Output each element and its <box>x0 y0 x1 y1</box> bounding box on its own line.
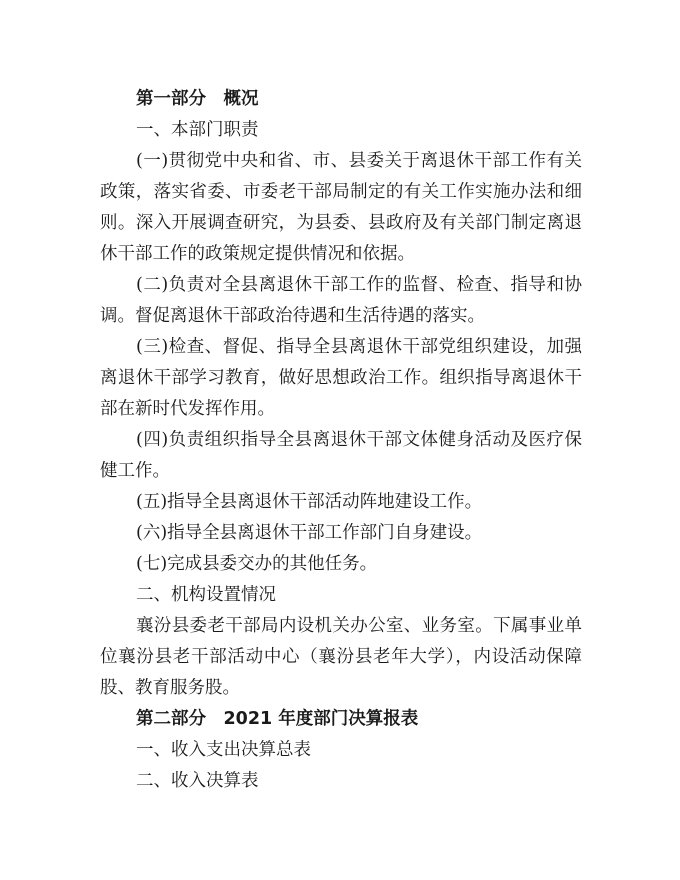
document-body <box>100 84 582 797</box>
part2-heading: 第二部分 2021 年度部门决算报表 <box>136 709 419 729</box>
duty-3: (三)检查、督促、指导全县离退休干部党组织建设，加强离退休干部学习教育，做好思想政治工作。组织指导离退休干部在新时代发挥作用。 <box>100 337 582 419</box>
duty-4: (四)负责组织指导全县离退休干部文体健身活动及医疗保健工作。 <box>100 430 582 481</box>
duty-2: (二)负责对全县离退休干部工作的监督、检查、指导和协调。督促离退休干部政治待遇和生活待遇的落实。 <box>100 275 582 326</box>
duty-6: (六)指导全县离退休干部工作部门自身建设。 <box>136 523 483 543</box>
part2-item-2: 二、收入决算表 <box>136 771 259 791</box>
part1-heading: 第一部分 概况 <box>136 89 259 109</box>
duty-1: (一)贯彻党中央和省、市、县委关于离退休干部工作有关政策，落实省委、市委老干部局制定的有关工作实施办法和细则。深入开展调查研究，为县委、县政府及有关部门制定离退休干部工作的政策规定提供情况和依据。 <box>100 151 582 264</box>
org-description: 襄汾县委老干部局内设机关办公室、业务室。下属事业单位襄汾县老干部活动中心（襄汾县老年大学），内设活动保障股、教育服务股。 <box>100 616 582 698</box>
section2-title: 二、机构设置情况 <box>136 585 276 605</box>
duty-7: (七)完成县委交办的其他任务。 <box>136 554 378 574</box>
duty-5: (五)指导全县离退休干部活动阵地建设工作。 <box>136 492 483 512</box>
part2-item-1: 一、收入支出决算总表 <box>136 740 311 760</box>
section1-title: 一、本部门职责 <box>136 120 259 140</box>
